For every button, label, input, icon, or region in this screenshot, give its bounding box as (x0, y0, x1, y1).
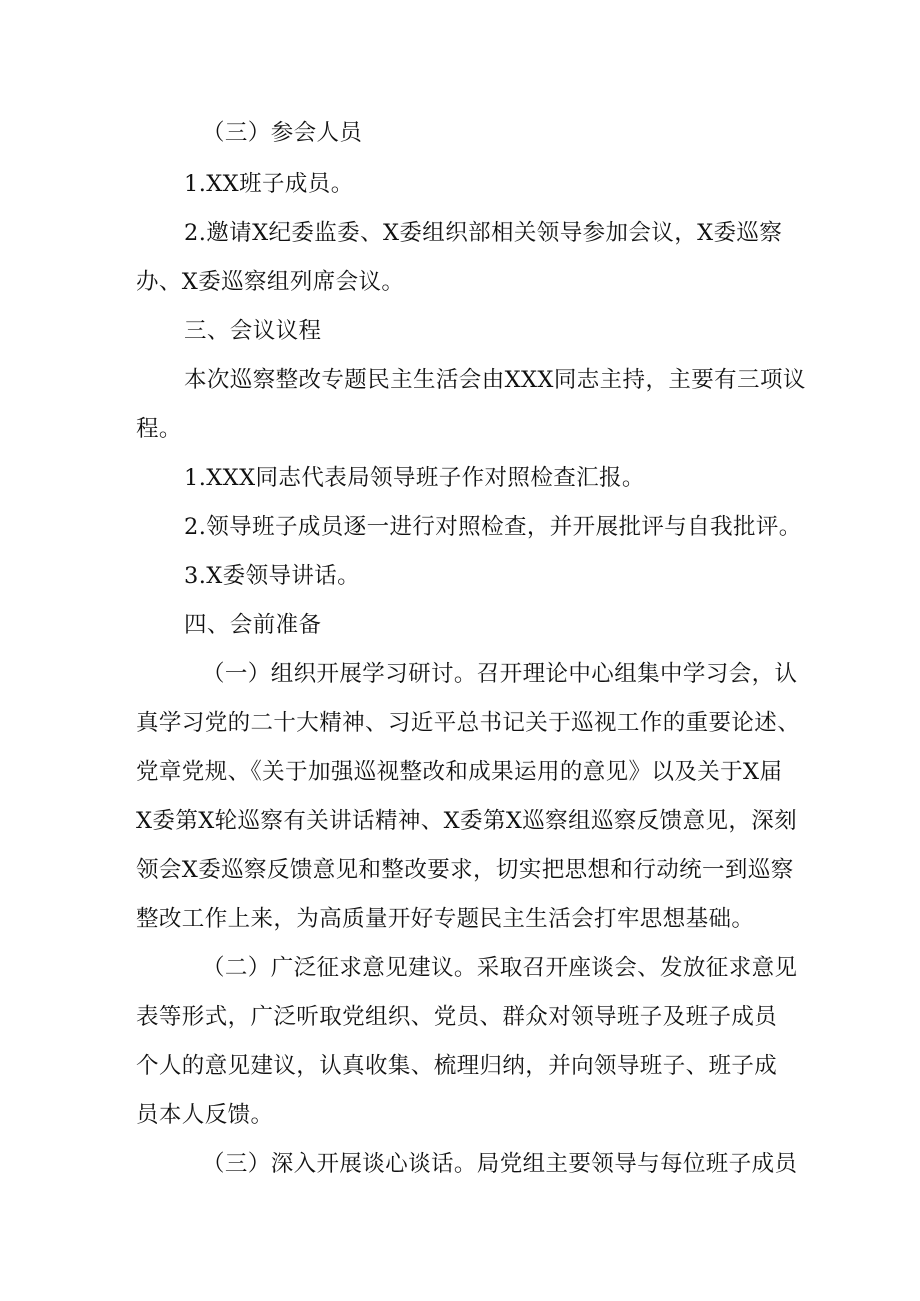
paragraph-line: （一）组织开展学习研讨。召开理论中心组集中学习会，认 (202, 661, 798, 687)
paragraph-line: 整改工作上来，为高质量开好专题民主生活会打牢思想基础。 (136, 906, 755, 932)
paragraph-line: 1.XXX同志代表局领导班子作对照检查汇报。 (184, 465, 645, 491)
paragraph-line: 领会X委巡察反馈意见和整改要求，切实把思想和行动统一到巡察 (136, 857, 794, 883)
paragraph-line: X委第X轮巡察有关讲话精神、X委第X巡察组巡察反馈意见，深刻 (136, 808, 798, 834)
paragraph-line: （二）广泛征求意见建议。采取召开座谈会、发放征求意见 (202, 955, 798, 981)
paragraph-line: 真学习党的二十大精神、习近平总书记关于巡视工作的重要论述、 (136, 710, 801, 736)
paragraph-line: 个人的意见建议，认真收集、梳理归纳，并向领导班子、班子成 (136, 1053, 778, 1079)
paragraph-line: 表等形式，广泛听取党组织、党员、群众对领导班子及班子成员 (136, 1004, 778, 1030)
section-heading-agenda: 三、会议议程 (184, 318, 322, 344)
paragraph-line: 3.X委领导讲话。 (184, 563, 361, 589)
section-heading-preparation: 四、会前准备 (184, 612, 322, 638)
paragraph-line: （三）深入开展谈心谈话。局党组主要领导与每位班子成员 (202, 1151, 798, 1177)
paragraph-line: 2.邀请X纪委监委、X委组织部相关领导参加会议，X委巡察 (184, 220, 783, 246)
section-heading-attendees: （三）参会人员 (202, 120, 363, 146)
paragraph-line: 程。 (136, 416, 182, 442)
paragraph-line: 本次巡察整改专题民主生活会由XXX同志主持，主要有三项议 (184, 367, 806, 393)
paragraph-line: 1.XX班子成员。 (184, 171, 354, 197)
paragraph-line: 2.领导班子成员逐一进行对照检查，并开展批评与自我批评。 (184, 514, 802, 540)
paragraph-line: 党章党规、《关于加强巡视整改和成果运用的意见》以及关于X届 (136, 759, 783, 785)
paragraph-line: 办、X委巡察组列席会议。 (136, 269, 405, 295)
paragraph-line: 员本人反馈。 (136, 1102, 274, 1128)
